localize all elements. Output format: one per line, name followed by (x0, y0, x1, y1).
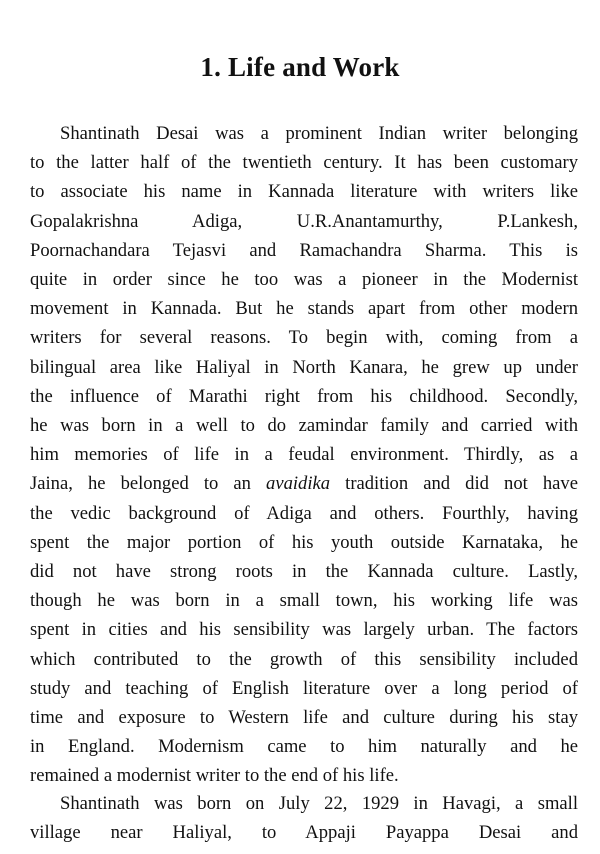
text-line: the vedic background of Adiga and others. Fourthly, having (30, 502, 578, 524)
text-line: to the latter half of the twentieth century. It has been customary (30, 152, 578, 174)
text-segment: tradition and did not have (330, 473, 578, 495)
text-line: study and teaching of English literature over a long period of (30, 677, 578, 699)
text-line: which contributed to the growth of this sensibility included (30, 648, 578, 670)
text-line: writers for several reasons. To begin with, coming from a (30, 327, 578, 349)
text-line: remained a modernist writer to the end of his life. (30, 765, 399, 787)
paragraph-1 (30, 119, 578, 791)
text-line: spent the major portion of his youth outside Karnataka, he (30, 531, 578, 553)
chapter-title: 1. Life and Work (200, 52, 400, 82)
text-segment: Jaina, he belonged to an (30, 473, 267, 495)
text-line: bilingual area like Haliyal in North Kanara, he grew up under (30, 356, 578, 378)
text-line: Poornachandara Tejasvi and Ramachandra Sharma. This is (30, 239, 578, 261)
text-line: he was born in a well to do zamindar family and carried with (30, 415, 578, 437)
text-line: Gopalakrishna Adiga, U.R.Anantamurthy, P.Lankesh, (30, 210, 578, 232)
text-line: the influence of Marathi right from his childhood. Secondly, (30, 385, 578, 407)
text-line: Shantinath Desai was a prominent Indian writer belonging (60, 123, 578, 144)
paragraph-2 (30, 789, 578, 847)
text-line-with-italic (30, 469, 578, 498)
text-line: to associate his name in Kannada literature with writers like (30, 181, 578, 203)
text-line: Shantinath was born on July 22, 1929 in Havagi, a small (60, 793, 578, 814)
text-line: though he was born in a small town, his working life was (30, 590, 578, 612)
text-line: village near Haliyal, to Appaji Payappa Desai and (30, 822, 578, 844)
text-line: movement in Kannada. But he stands apart from other modern (30, 298, 578, 320)
text-line: spent in cities and his sensibility was largely urban. The factors (30, 619, 578, 641)
text-line: quite in order since he too was a pioneer in the Modernist (30, 269, 578, 291)
text-line: time and exposure to Western life and culture during his stay (30, 707, 578, 729)
text-line: in England. Modernism came to him naturally and he (30, 736, 578, 758)
text-line: did not have strong roots in the Kannada culture. Lastly, (30, 561, 578, 583)
text-line: him memories of life in a feudal environment. Thirdly, as a (30, 444, 578, 466)
italic-term: avaidika (266, 473, 331, 495)
